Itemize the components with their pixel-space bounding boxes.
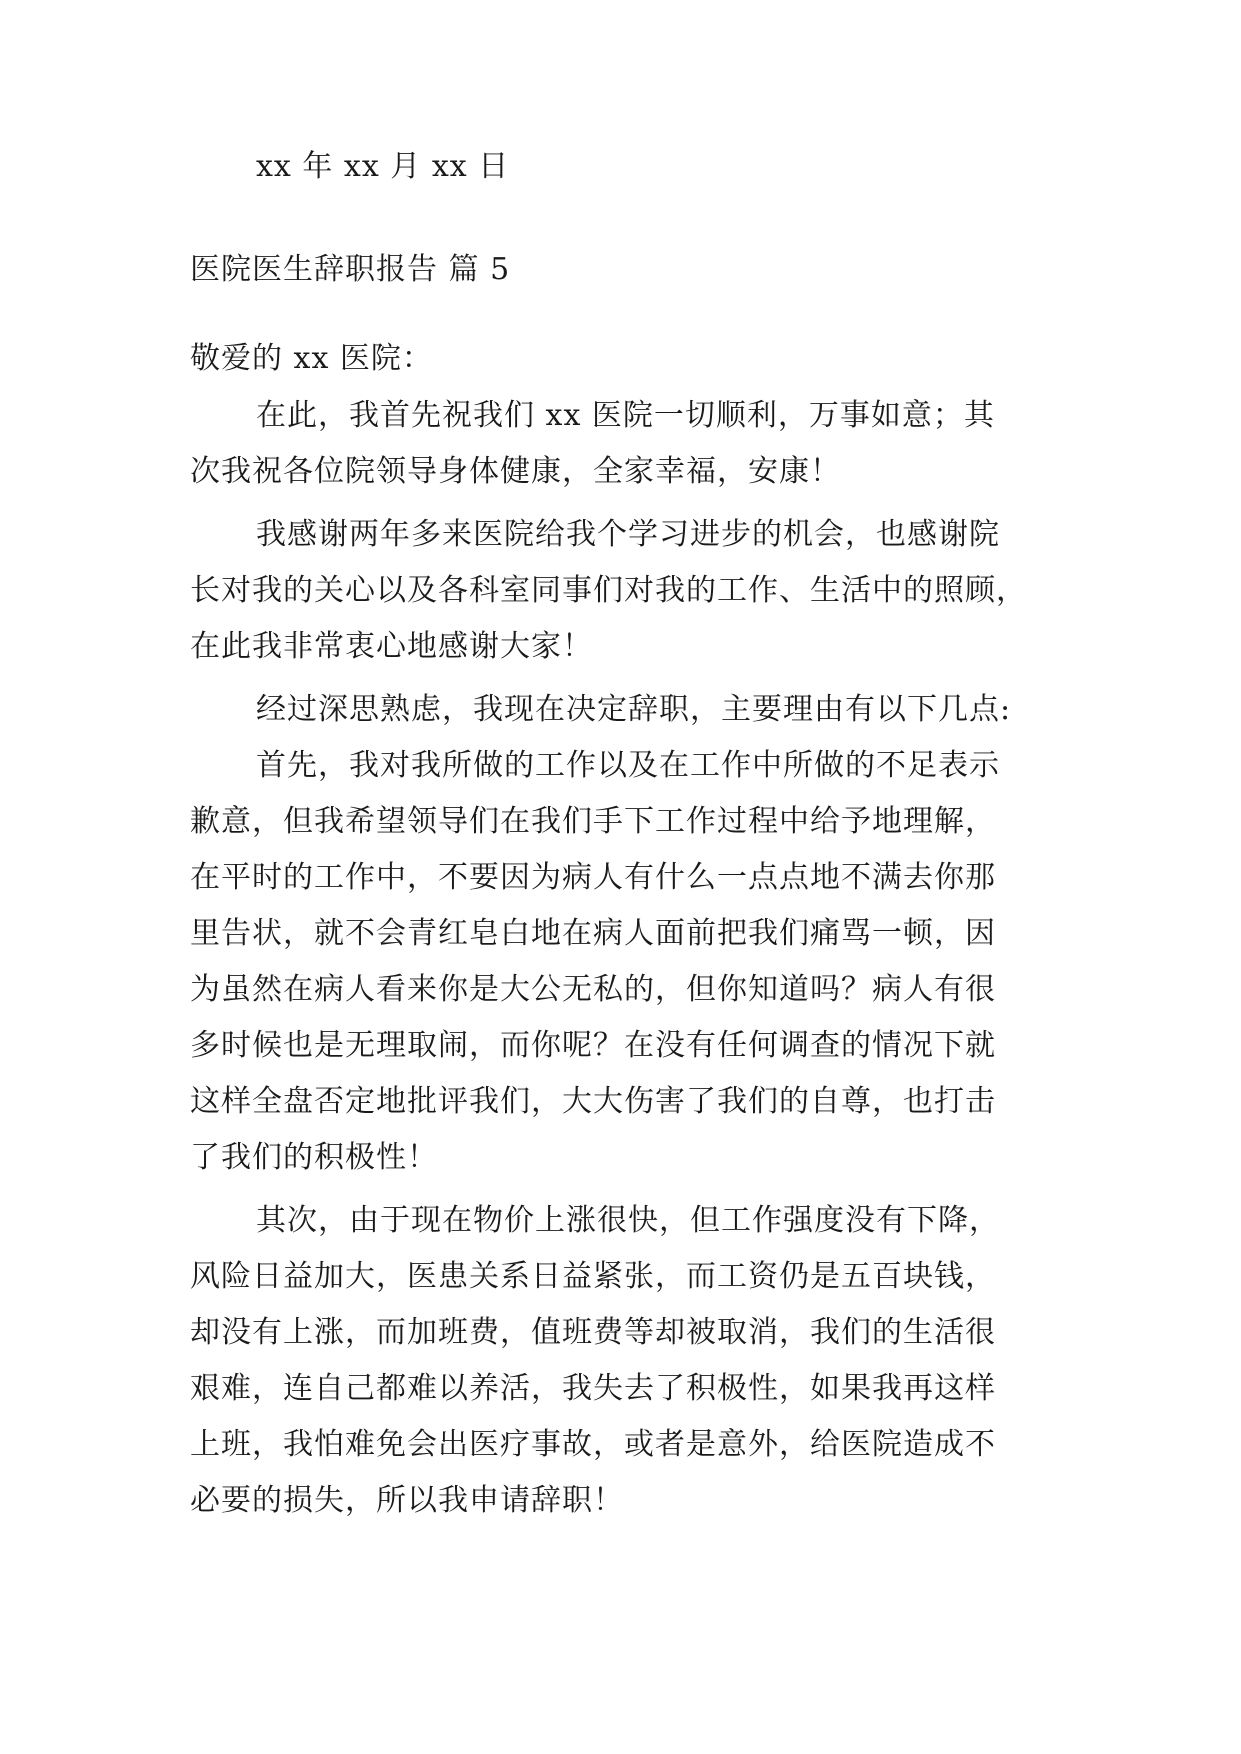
body-line: 在此我非常衷心地感谢大家！ bbox=[190, 629, 593, 664]
body-line: 为虽然在病人看来你是大公无私的，但你知道吗？病人有很 bbox=[190, 972, 996, 1007]
body-line: 却没有上涨，而加班费，值班费等却被取消，我们的生活很 bbox=[190, 1315, 996, 1350]
body-line: 经过深思熟虑，我现在决定辞职，主要理由有以下几点: bbox=[256, 692, 1012, 727]
body-line: 次我祝各位院领导身体健康，全家幸福，安康！ bbox=[190, 454, 841, 489]
body-line: 了我们的积极性！ bbox=[190, 1140, 438, 1175]
report-heading: 医院医生辞职报告 篇 5 bbox=[190, 252, 511, 287]
body-line: 里告状，就不会青红皂白地在病人面前把我们痛骂一顿，因 bbox=[190, 916, 996, 951]
body-line: 必要的损失，所以我申请辞职！ bbox=[190, 1483, 624, 1518]
body-line: 艰难，连自己都难以养活，我失去了积极性，如果我再这样 bbox=[190, 1371, 996, 1406]
body-line: 在此，我首先祝我们 xx 医院一切顺利，万事如意；其 bbox=[256, 398, 995, 433]
body-line: 这样全盘否定地批评我们，大大伤害了我们的自尊，也打击 bbox=[190, 1084, 996, 1119]
body-line: 长对我的关心以及各科室同事们对我的工作、生活中的照顾， bbox=[190, 573, 1027, 608]
date-line: xx 年 xx 月 xx 日 bbox=[256, 149, 510, 184]
body-line: 歉意，但我希望领导们在我们手下工作过程中给予地理解， bbox=[190, 804, 996, 839]
body-line: 多时候也是无理取闹，而你呢？在没有任何调查的情况下就 bbox=[190, 1028, 996, 1063]
body-line: 上班，我怕难免会出医疗事故，或者是意外，给医院造成不 bbox=[190, 1427, 996, 1462]
body-line: 我感谢两年多来医院给我个学习进步的机会，也感谢院 bbox=[256, 517, 1000, 552]
salutation: 敬爱的 xx 医院： bbox=[190, 341, 433, 376]
body-line: 首先，我对我所做的工作以及在工作中所做的不足表示 bbox=[256, 748, 1000, 783]
body-line: 在平时的工作中，不要因为病人有什么一点点地不满去你那 bbox=[190, 860, 996, 895]
body-line: 其次，由于现在物价上涨很快，但工作强度没有下降， bbox=[256, 1203, 1000, 1238]
body-line: 风险日益加大，医患关系日益紧张，而工资仍是五百块钱， bbox=[190, 1259, 996, 1294]
